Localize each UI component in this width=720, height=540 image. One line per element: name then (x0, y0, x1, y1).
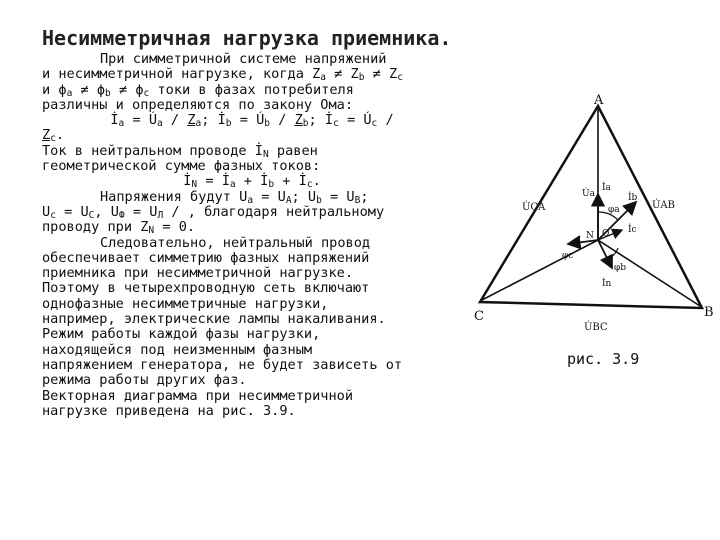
vector-diagram (462, 92, 720, 342)
vertex-b-label: B (704, 305, 714, 320)
body-text: При симметричной системе напряжений и несимметричной нагрузке, когда $Z_a \ne Z_b \ne Z_c$ и $\phi_a \ne \phi_b \ne \phi_c$ токи в фазах потребителя различны и определяются по закону Ома: $İ_a$ = $Ú_a / Z_a$; $İ_b$ = $Ú_b / Z_b$; $İ_c$ = $Ú_c$ / $Z_c$. Ток в нейтральном проводе $İ_N$ равен геометрической сумме фазных токов: $İ_N$ = $İ_a$ + $İ_b$ + $İ_c$. Напряжения будут $U_a = U_A$; $U_b = U_B$; $U_c = U_C$, $U_Ф = U_Л$ / , благодаря нейтральному проводу при $Z_N = 0$. Следовательно, нейтральный провод обеспечивает симметрию фазных напряжений приемника при несимметричной нагрузке. Поэтому в четырехпроводную сеть включают однофазные несимметричные нагрузки, например, электрические лампы накаливания. Режим работы каждой фазы нагрузки, находящейся под неизменным фазным напряжением генератора, не будет зависеть от режима работы других фаз. Векторная диаграмма при несимметричной нагрузке приведена на рис. 3.9. (42, 51, 403, 419)
vertex-c-label: C (474, 309, 484, 324)
i-a-label: İa (602, 183, 611, 193)
phi-c-label: φc (562, 251, 574, 261)
i-c-label: İc (628, 225, 637, 235)
o-point-label: O (602, 229, 610, 239)
i-n-label: İn (602, 279, 612, 289)
u-ab-label: U̇AB (652, 200, 675, 211)
figure-caption: рис. 3.9 (567, 350, 640, 368)
phi-b-label: φb (614, 263, 627, 273)
u-bc-label: U̇BC (584, 322, 608, 333)
n-point-label: N (586, 231, 594, 241)
u-ca-label: U̇CA (522, 202, 546, 213)
page-title: Несимметричная нагрузка приемника. (42, 26, 452, 50)
u-a-label: U̇a (582, 189, 595, 199)
vertex-a-label: A (594, 93, 604, 108)
phi-a-label: φa (608, 205, 620, 215)
i-b-label: İb (628, 193, 638, 203)
